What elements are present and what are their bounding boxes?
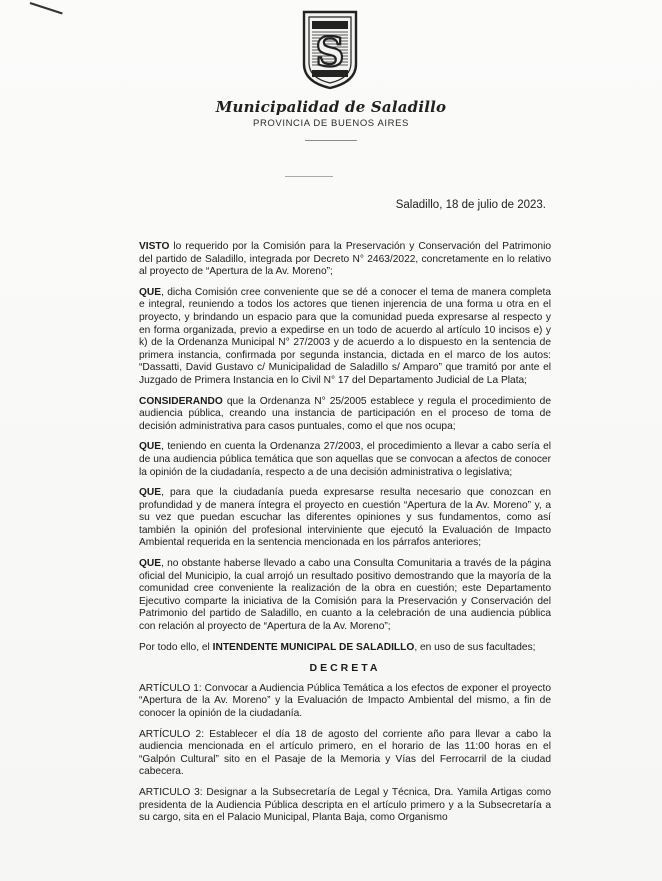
municipal-seal-icon [300,8,360,90]
paragraph-que-4: QUE, no obstante haberse llevado a cabo una Consulta Comunitaria a través de la página oficial del Municipio, la cual arrojó un resultado positivo demostrando que la mayoría de la comunidad cree conveniente la realización de la obra en cuestión; este Departamento Ejecutivo comparte la iniciativa de la Comisión para la Preservación y Conservación del Patrimonio del partido de Saladillo, en cuanto a la celebración de una audiencia pública con relación al proyecto de “Apertura de la Av. Moreno”; [139,558,551,633]
header-divider [305,140,357,141]
article-3: ARTICULO 3: Designar a la Subsecretaría de Legal y Técnica, Dra. Yamila Artigas como presidenta de la Audiencia Pública descripta en el artículo primero y a la Subsecretaría a su cargo, sita en el Palacio Municipal, Planta Baja, como Organismo [139,786,551,824]
paragraph-que-3: QUE, para que la ciudadanía pueda expresarse resulta necesario que conozcan en profundidad y de manera íntegra el proyecto en cuestión “Apertura de la Av. Moreno” y, a su vez que puedan escuchar las diferentes opiniones y sus fundamentos, como así también la opinión del profesional interviniente que ejecutó la Evaluación de Impacto Ambiental requerida en la sentencia mencionada en los párrafos anteriores; [139,487,551,549]
svg-text:S: S [315,29,345,76]
province-name: PROVINCIA DE BUENOS AIRES [253,118,409,129]
date-line: Saladillo, 18 de julio de 2023. [395,199,546,211]
corner-pen-mark [30,2,63,14]
paragraph-visto: VISTO lo requerido por la Comisión para la Preservación y Conservación del Patrimonio del partido de Saladillo, integrada por Decreto N° 2463/2022, concretamente en lo relativo al proyecto de “Apertura de la Av. Moreno”; [139,241,551,278]
header-divider-faint [285,176,333,177]
article-1: ARTÍCULO 1: Convocar a Audiencia Pública Temática a los efectos de exponer el proyecto “Apertura de la Av. Moreno” y la Evaluación de Impacto Ambiental del mismo, a fin de conocer la opinión de la ciudadanía. [139,682,551,719]
paragraph-que-2: QUE, teniendo en cuenta la Ordenanza 27/2003, el procedimiento a llevar a cabo sería el de una audiencia pública temática que son aquellas que se convocan a afectos de conocer la opinión de la ciudadanía, respecto a de una decisión administrativa o legislativa; [139,441,551,478]
paragraph-que-1: QUE, dicha Comisión cree conveniente que se dé a conocer el tema de manera completa e integral, reuniendo a todos los actores que tienen injerencia de una forma u otra en el proyecto, y brindando un espacio para que la comunidad pueda expresarse al respecto y en forma organizada, previo a expedirse en un todo de acuerdo al artículo 10 incisos e) y k) de la Ordenanza Municipal N° 27/2003 y de acuerdo a lo dispuesto en la sentencia de primera instancia, confirmada por segunda instancia, dictada en el marco de los autos: “Dassatti, David Gustavo c/ Municipalidad de Saladillo s/ Amparo” que tramitó por ante el Juzgado de Primera Instancia en lo Civil N° 17 del Departamento Judicial de La Plata; [139,286,551,386]
decree-body [139,241,551,833]
paragraph-considerando: CONSIDERANDO que la Ordenanza N° 25/2005 establece y regula el procedimiento de audiencia pública, creando una instancia de participación en el proceso de toma de decisión administrativa para casos puntuales, como el que nos ocupa; [139,395,551,432]
municipality-name: Municipalidad de Saladillo [215,98,447,116]
decreta-heading: DECRETA [309,662,381,675]
article-2: ARTÍCULO 2: Establecer el día 18 de agosto del corriente año para llevar a cabo la audiencia mencionada en el artículo primero, en el horario de las 11:00 horas en el “Galpón Cultural” sito en el Pasaje de la Memoria y Vías del Ferrocarril de la ciudad cabecera. [139,728,551,778]
paragraph-closing: Por todo ello, el INTENDENTE MUNICIPAL DE SALADILLO, en uso de sus facultades; [139,641,536,653]
